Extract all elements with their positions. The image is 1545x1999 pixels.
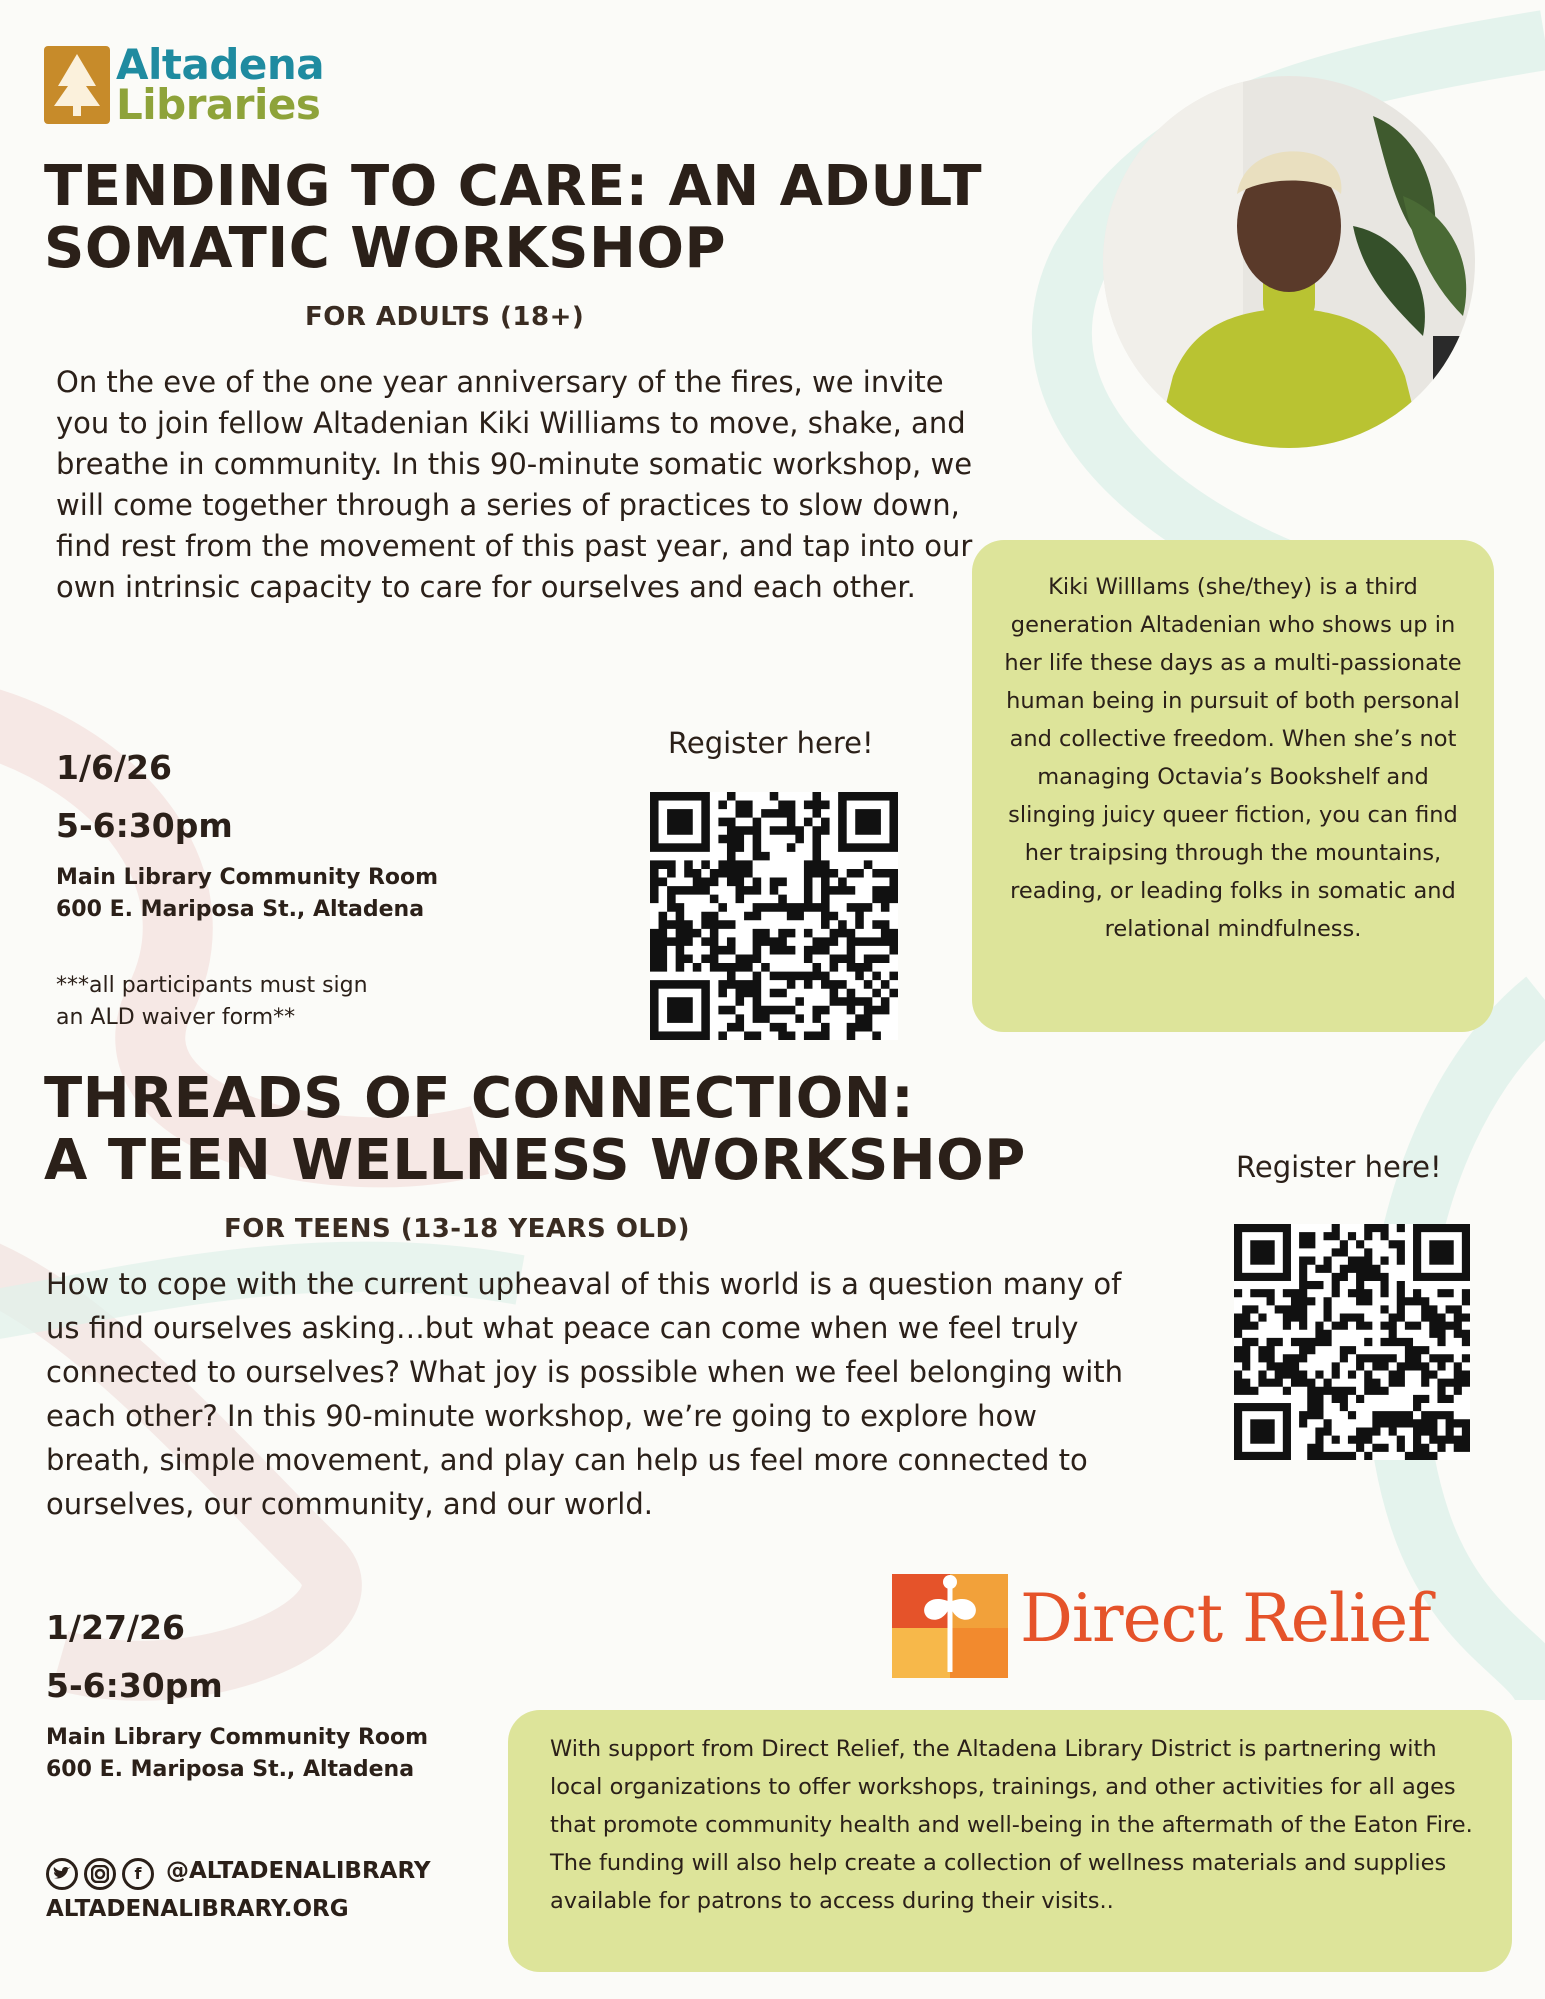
event1-location-address: 600 E. Mariposa St., Altadena xyxy=(56,897,425,922)
direct-relief-emblem-icon xyxy=(888,1562,1012,1682)
event2-qr-code[interactable] xyxy=(1234,1224,1470,1460)
sponsor-support-box xyxy=(508,1710,1512,1972)
logo-line1: Altadena xyxy=(116,40,325,89)
event1-title xyxy=(44,156,982,280)
social-handle[interactable]: @ALTADENALIBRARY xyxy=(166,1858,431,1884)
event1-location-room: Main Library Community Room xyxy=(56,865,439,890)
twitter-icon[interactable] xyxy=(46,1858,78,1890)
tree-icon xyxy=(44,46,110,124)
event1-waiver-note-line1: ***all participants must sign xyxy=(56,973,368,998)
altadena-libraries-logo xyxy=(44,40,344,129)
logo-line2: Libraries xyxy=(116,80,321,129)
qr-finder-center xyxy=(1250,1240,1274,1264)
presenter-photo xyxy=(1103,76,1475,448)
qr-finder-center xyxy=(855,809,881,835)
event1-time: 5-6:30pm xyxy=(56,806,233,845)
event2-location xyxy=(46,1722,428,1786)
event2-location-room: Main Library Community Room xyxy=(46,1725,429,1750)
instagram-icon[interactable] xyxy=(84,1858,116,1890)
event2-date: 1/27/26 xyxy=(46,1608,185,1647)
event2-location-address: 600 E. Mariposa St., Altadena xyxy=(46,1757,415,1782)
event1-title-line2: SOMATIC WORKSHOP xyxy=(44,216,727,281)
event2-title-line1: THREADS OF CONNECTION: xyxy=(44,1066,915,1131)
event1-waiver-note xyxy=(56,970,368,1034)
event2-title xyxy=(44,1068,1026,1192)
presenter-bio-box xyxy=(972,540,1494,1032)
sponsor-support-text: With support from Direct Relief, the Altadena Library District is partnering with local organizations to offer workshops, trainings, and other activities for all ages that promote community health and well-being in the aftermath of the Eaton Fire. The funding will also help create a collection of wellness materials and supplies available for patrons to access during their visits.. xyxy=(550,1736,1473,1914)
event1-waiver-note-line2: an ALD waiver form** xyxy=(56,1005,296,1030)
qr-finder-center xyxy=(1250,1419,1274,1443)
event1-qr-code[interactable] xyxy=(650,792,898,1040)
event1-location xyxy=(56,862,438,926)
qr-finder-center xyxy=(1429,1240,1453,1264)
presenter-portrait xyxy=(1103,76,1475,448)
qr-code-graphic xyxy=(650,792,898,1040)
event2-description: How to cope with the current upheaval of this world is a question many of us find ourselves asking…but what peace can come when we feel truly connected to ourselves? What joy is possible when we feel belonging with each other? In this 90-minute workshop, we’re going to explore how breath, simple movement, and play can help us feel more connected to ourselves, our community, and our world. xyxy=(46,1267,1124,1521)
website-link[interactable]: ALTADENALIBRARY.ORG xyxy=(46,1896,349,1922)
facebook-icon[interactable]: f xyxy=(122,1858,154,1890)
qr-code-graphic xyxy=(1234,1224,1470,1460)
event2-time: 5-6:30pm xyxy=(46,1666,223,1705)
direct-relief-logo xyxy=(888,1562,1448,1682)
qr-finder-center xyxy=(667,809,693,835)
event1-description: On the eve of the one year anniversary of the fires, we invite you to join fellow Altadenian Kiki Williams to move, shake, and breathe in community. In this 90-minute somatic workshop, we will come together through a series of practices to slow down, find rest from the movement of this past year, and tap into our own intrinsic capacity to care for ourselves and each other. xyxy=(56,365,973,604)
event2-register-label: Register here! xyxy=(1236,1150,1442,1184)
event1-date: 1/6/26 xyxy=(56,748,172,787)
direct-relief-wordmark: Direct Relief xyxy=(1020,1580,1431,1657)
event1-title-line1: TENDING TO CARE: AN ADULT xyxy=(44,154,983,219)
event2-audience: FOR TEENS (13-18 YEARS OLD) xyxy=(224,1214,690,1244)
event2-title-line2: A TEEN WELLNESS WORKSHOP xyxy=(44,1128,1026,1193)
presenter-bio-text: Kiki Willlams (she/they) is a third generation Altadenian who shows up in her life these days as a multi-passionate human being in pursuit of both personal and collective freedom. When she’s not managing Octavia’s Bookshelf and slinging juicy queer fiction, you can find her traipsing through the mountains, reading, or leading folks in somatic and relational mindfulness. xyxy=(1004,574,1462,942)
qr-finder-center xyxy=(667,997,693,1023)
event1-register-label: Register here! xyxy=(668,726,874,760)
event1-audience: FOR ADULTS (18+) xyxy=(305,302,585,332)
